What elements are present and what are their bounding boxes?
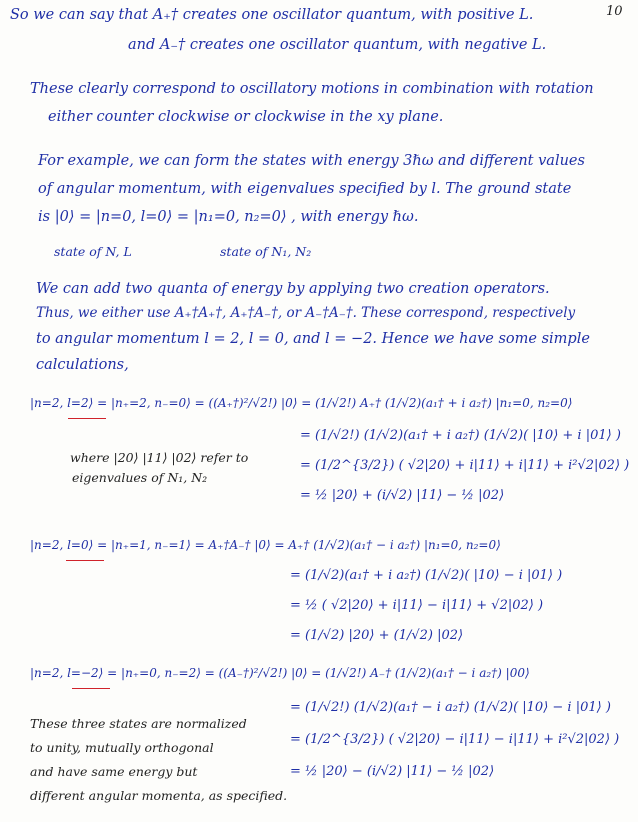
eq3-step-1: = (1/√2!) (1/√2)(a₁† − i a₂†) (1/√2)( |10⟩ − i |01⟩ ) [290, 700, 611, 715]
para2-line-1: For example, we can form the states with energy 3ℏω and different values [38, 153, 585, 169]
eq2-lhs: |n=2, l=0⟩ = |n₊=1, n₋=1⟩ = A₊†A₋† |0⟩ = A₊† (1/√2)(a₁† − i a₂†) |n₁=0, n₂=0⟩ [30, 538, 501, 552]
para3-line-4: calculations, [36, 357, 129, 373]
note1-line-1: where |20⟩ |11⟩ |02⟩ refer to [70, 450, 249, 465]
note2-line-4: different angular momenta, as specified. [30, 788, 288, 803]
eq1-lhs: |n=2, l=2⟩ = |n₊=2, n₋=0⟩ = ((A₊†)²/√2!) |0⟩ = (1/√2!) A₊† (1/√2)(a₁† + i a₂†) |n₁=0, n₂=0⟩ [30, 396, 573, 410]
intro-line-1: So we can say that A₊† creates one oscillator quantum, with positive L. [10, 7, 534, 23]
para1-line-2: either counter clockwise or clockwise in the xy plane. [48, 109, 444, 125]
eq2-step-1: = (1/√2)(a₁† + i a₂†) (1/√2)( |10⟩ − i |01⟩ ) [290, 568, 563, 583]
eq3-step-3: = ½ |20⟩ − (i/√2) |11⟩ − ½ |02⟩ [290, 764, 495, 779]
eq2-underline [66, 560, 104, 561]
eq2-step-3: = (1/√2) |20⟩ + (1/√2) |02⟩ [290, 628, 464, 643]
state-label-n1n2: state of N₁, N₂ [220, 244, 312, 259]
note2-line-3: and have same energy but [30, 764, 198, 779]
para2-line-3: is |0⟩ = |n=0, l=0⟩ = |n₁=0, n₂=0⟩ , with energy ℏω. [38, 209, 419, 225]
page-number: 10 [606, 4, 623, 19]
eq3-lhs: |n=2, l=−2⟩ = |n₊=0, n₋=2⟩ = ((A₋†)²/√2!) |0⟩ = (1/√2!) A₋† (1/√2)(a₁† − i a₂†) |00⟩ [30, 666, 530, 680]
eq1-underline [68, 418, 106, 419]
eq2-step-2: = ½ ( √2|20⟩ + i|11⟩ − i|11⟩ + √2|02⟩ ) [290, 598, 544, 613]
eq1-step-3: = ½ |20⟩ + (i/√2) |11⟩ − ½ |02⟩ [300, 488, 505, 503]
state-label-nl: state of N, L [54, 244, 132, 259]
para3-line-1: We can add two quanta of energy by applying two creation operators. [36, 281, 550, 297]
note1-line-2: eigenvalues of N₁, N₂ [72, 470, 208, 485]
note2-line-1: These three states are normalized [30, 716, 247, 731]
eq3-underline [72, 688, 110, 689]
para3-line-2: Thus, we either use A₊†A₊†, A₊†A₋†, or A₋†A₋†. These correspond, respectively [36, 305, 576, 321]
note2-line-2: to unity, mutually orthogonal [30, 740, 214, 755]
eq1-step-1: = (1/√2!) (1/√2)(a₁† + i a₂†) (1/√2)( |10⟩ + i |01⟩ ) [300, 428, 621, 443]
eq1-step-2: = (1/2^{3/2}) ( √2|20⟩ + i|11⟩ + i|11⟩ + i²√2|02⟩ ) [300, 458, 630, 473]
para1-line-1: These clearly correspond to oscillatory motions in combination with rotation [30, 81, 594, 97]
eq3-step-2: = (1/2^{3/2}) ( √2|20⟩ − i|11⟩ − i|11⟩ + i²√2|02⟩ ) [290, 732, 620, 747]
intro-line-2: and A₋† creates one oscillator quantum, with negative L. [128, 37, 547, 53]
para2-line-2: of angular momentum, with eigenvalues specified by l. The ground state [38, 181, 572, 197]
para3-line-3: to angular momentum l = 2, l = 0, and l = −2. Hence we have some simple [36, 331, 590, 347]
